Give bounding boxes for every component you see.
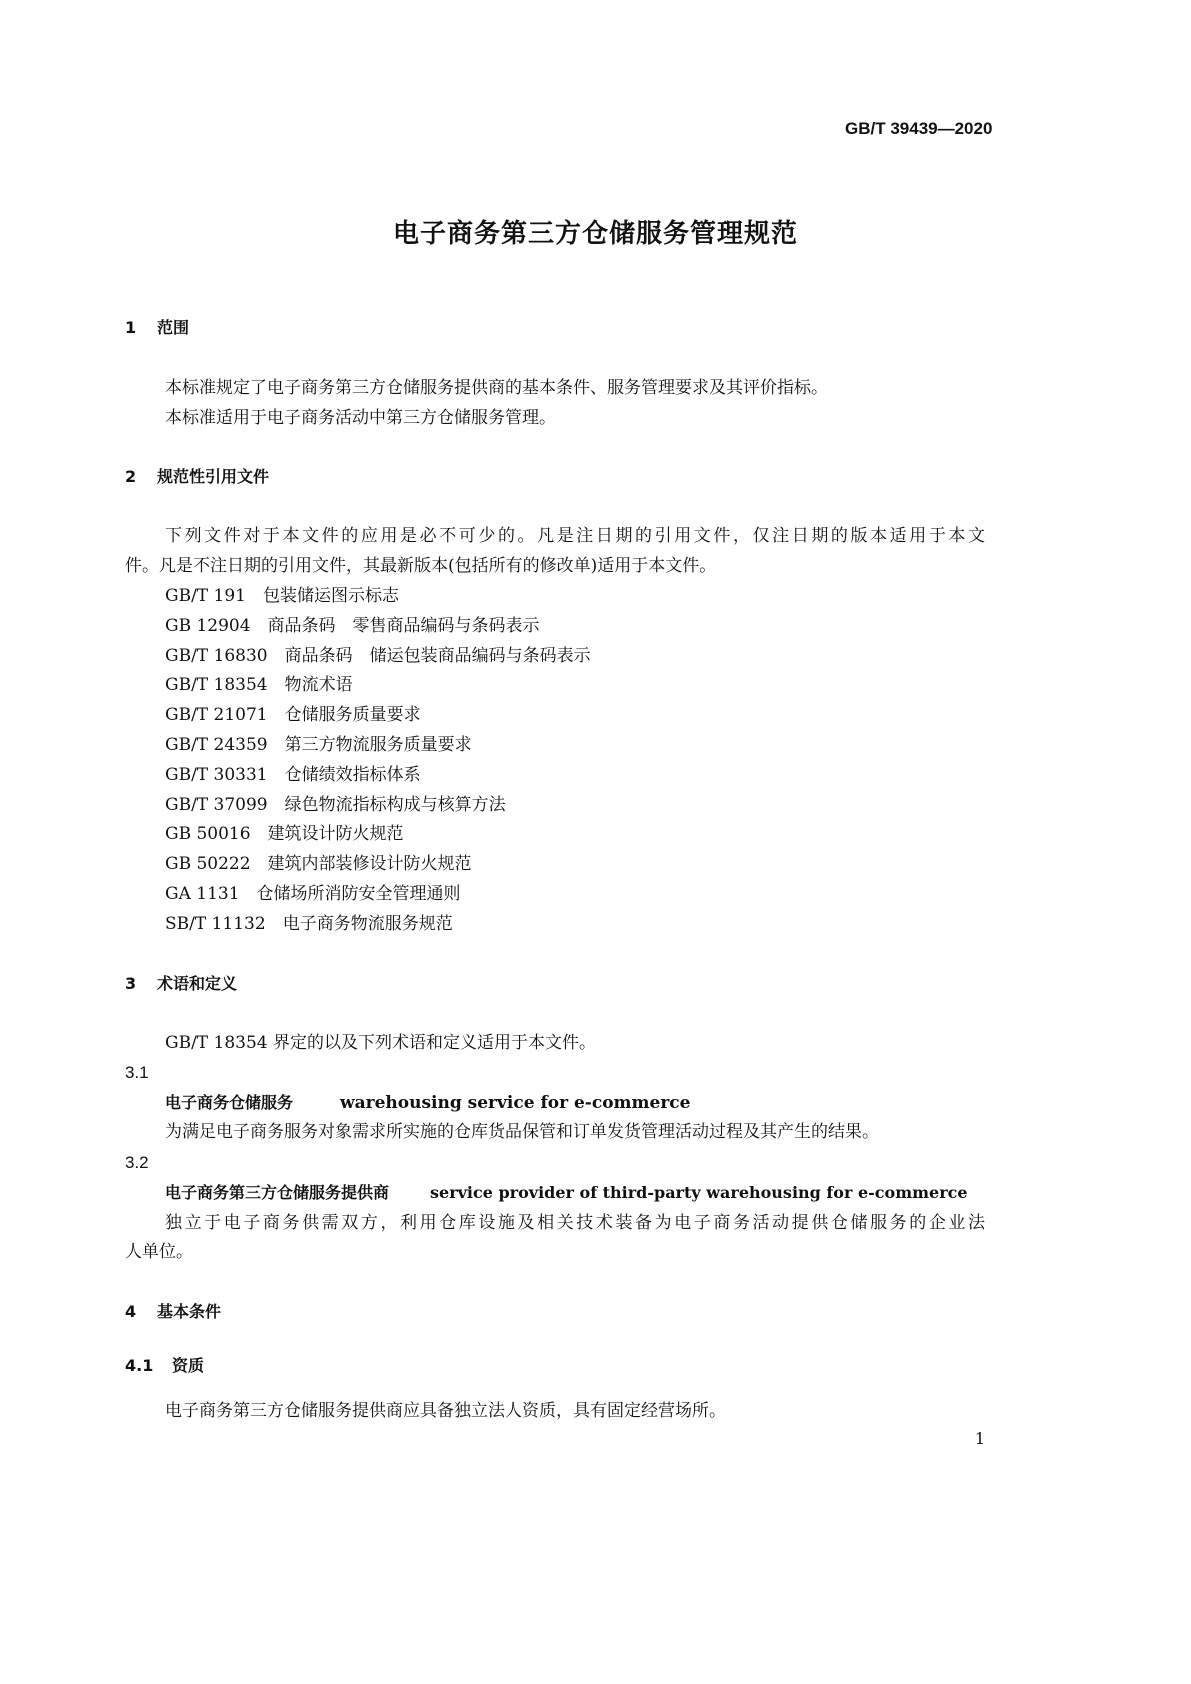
term-number: 3.1 <box>125 1063 149 1082</box>
section-3-title: 术语和定义 <box>157 974 238 993</box>
standard-number: GB/T 39439—2020 <box>845 119 993 138</box>
reference-item: GB/T 16830 商品条码 储运包装商品编码与条码表示 <box>165 646 591 666</box>
reference-item: GB 50222 建筑内部装修设计防火规范 <box>165 854 472 874</box>
section-2-title: 规范性引用文件 <box>157 467 270 486</box>
page-number: 1 <box>974 1429 985 1448</box>
term-zh: 电子商务第三方仓储服务提供商 <box>165 1183 390 1202</box>
paragraph: 本标准适用于电子商务活动中第三方仓储服务管理。 <box>165 408 556 428</box>
term-en: service provider of third-party warehousing for e-commerce <box>430 1183 968 1202</box>
section-4-1-number: 4.1 <box>125 1356 154 1375</box>
term-en: warehousing service for e-commerce <box>340 1093 691 1113</box>
section-1-number: 1 <box>125 318 137 337</box>
reference-item: GB/T 30331 仓储绩效指标体系 <box>165 765 421 785</box>
paragraph: 本标准规定了电子商务第三方仓储服务提供商的基本条件、服务管理要求及其评价指标。 <box>165 378 828 398</box>
term-number: 3.2 <box>125 1153 149 1172</box>
reference-item: GB 50016 建筑设计防火规范 <box>165 824 404 844</box>
term-definition: 独立于电子商务供需双方，利用仓库设施及相关技术装备为电子商务活动提供仓储服务的企业法 <box>165 1213 985 1233</box>
paragraph: 电子商务第三方仓储服务提供商应具备独立法人资质，具有固定经营场所。 <box>165 1401 726 1421</box>
reference-item: GB/T 191 包装储运图示标志 <box>165 586 399 606</box>
reference-item: GA 1131 仓储场所消防安全管理通则 <box>165 884 461 904</box>
term-definition: 人单位。 <box>125 1242 193 1262</box>
section-3-number: 3 <box>125 974 137 993</box>
paragraph: 下列文件对于本文件的应用是必不可少的。凡是注日期的引用文件，仅注日期的版本适用于本文 <box>165 526 985 546</box>
section-4-title: 基本条件 <box>157 1302 222 1321</box>
section-2-number: 2 <box>125 467 137 486</box>
paragraph: 件。凡是不注日期的引用文件，其最新版本(包括所有的修改单)适用于本文件。 <box>125 556 717 576</box>
reference-item: GB 12904 商品条码 零售商品编码与条码表示 <box>165 616 540 636</box>
reference-item: GB/T 21071 仓储服务质量要求 <box>165 705 421 725</box>
term-definition: 为满足电子商务服务对象需求所实施的仓库货品保管和订单发货管理活动过程及其产生的结果。 <box>165 1122 879 1142</box>
reference-item: GB/T 37099 绿色物流指标构成与核算方法 <box>165 795 506 815</box>
paragraph: GB/T 18354 界定的以及下列术语和定义适用于本文件。 <box>165 1033 597 1053</box>
section-4-1-title: 资质 <box>172 1356 205 1375</box>
reference-item: GB/T 24359 第三方物流服务质量要求 <box>165 735 472 755</box>
section-4-number: 4 <box>125 1302 137 1321</box>
term-zh: 电子商务仓储服务 <box>165 1093 294 1112</box>
reference-item: SB/T 11132 电子商务物流服务规范 <box>165 914 453 934</box>
reference-item: GB/T 18354 物流术语 <box>165 675 353 695</box>
section-1-title: 范围 <box>157 318 190 337</box>
document-title: 电子商务第三方仓储服务管理规范 <box>392 219 798 249</box>
